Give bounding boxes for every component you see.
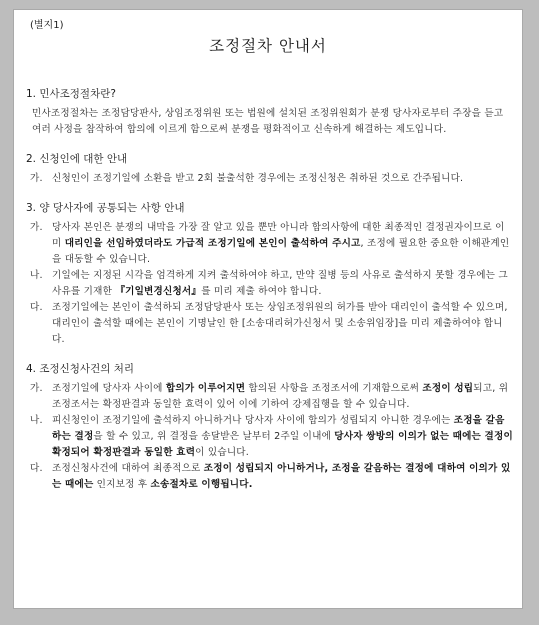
document-title: 조정절차 안내서	[209, 37, 327, 55]
item-marker: 나.	[30, 415, 43, 426]
item-text: 조정기일에는 본인이 출석하되 조정담당판사 또는 상임조정위원의 허가를 받아 대리인이 출석할 수 있으며, 대리인이 출석할 때에는 본인이 기명날인 한 [소송대리허가신청서 및 소송위임장]을 미리 제출하여야 합니다.	[52, 302, 508, 345]
document-body	[26, 86, 514, 506]
emphasis-text: 당사자 쌍방의 이의가 없는 때에는 결정이 확정되어 확정판결과 동일한 효력	[52, 431, 513, 458]
item-marker: 가.	[30, 173, 43, 184]
section-4	[26, 361, 514, 493]
section-heading: 2. 신청인에 대한 안내	[26, 153, 128, 165]
emphasis-text: 『기일변경신청서』	[115, 286, 202, 297]
item-text: 조정신청사건에 대하여 최종적으로 조정이 성립되지 아니하거나, 조정을 갈음하는 결정에 대하여 이의가 있는 때에는 인지보정 후 소송절차로 이행됩니다.	[52, 463, 511, 490]
item-marker: 나.	[30, 270, 43, 281]
section-heading: 1. 민사조정절차란?	[26, 88, 116, 100]
item-text: 피신청인이 조정기일에 출석하지 아니하거나 당사자 사이에 합의가 성립되지 아니한 경우에는 조정을 갈음하는 결정을 할 수 있고, 위 결정을 송달받은 날부터 2주일 이내에 당사자 쌍방의 이의가 없는 때에는 결정이 확정되어 확정판결과 동일한 효력이 있습니다.	[52, 415, 513, 458]
list-item	[26, 461, 514, 493]
emphasis-text: 합의가 이루어지면	[165, 383, 246, 394]
emphasis-text: 대리인을 선임하였더라도 가급적 조정기일에 본인이 출석하여 주시고	[64, 238, 361, 249]
item-text: 신청인이 조정기일에 소환을 받고 2회 불출석한 경우에는 조정신청은 취하된 것으로 간주됩니다.	[52, 173, 464, 184]
section-1	[26, 86, 514, 138]
item-marker: 가.	[30, 383, 43, 394]
list-item	[26, 171, 514, 187]
list-item	[26, 300, 514, 348]
emphasis-text: 조정이 성립	[422, 383, 474, 394]
annex-label: (별지1)	[30, 20, 64, 31]
item-marker: 가.	[30, 222, 43, 233]
list-item	[26, 413, 514, 461]
item-text: 당사자 본인은 분쟁의 내막을 가장 잘 알고 있을 뿐만 아니라 합의사항에 대한 최종적인 결정권자이므로 이미 대리인을 선임하였더라도 가급적 조정기일에 본인이 출석하여 주시고, 조정에 필요한 중요한 이해관계인을 대동할 수 있습니다.	[52, 222, 510, 265]
document-page	[14, 10, 522, 608]
list-item	[26, 381, 514, 413]
item-text: 조정기일에 당사자 사이에 합의가 이루어지면 합의된 사항을 조정조서에 기재함으로써 조정이 성립되고, 위 조정조서는 확정판결과 동일한 효력이 있어 이에 기하여 강제집행을 할 수 있습니다.	[52, 383, 509, 410]
section-2	[26, 151, 514, 187]
item-marker: 다.	[30, 302, 43, 313]
section-heading: 3. 양 당사자에 공통되는 사항 안내	[26, 202, 185, 214]
item-text: 기일에는 지정된 시각을 엄격하게 지켜 출석하여야 하고, 만약 질병 등의 사유로 출석하지 못할 경우에는 그 사유를 기재한 『기일변경신청서』를 미리 제출 하여야 합니다.	[52, 270, 508, 297]
list-item	[26, 268, 514, 300]
emphasis-text: 조정을 갈음하는 결정	[52, 415, 505, 442]
list-item	[26, 220, 514, 268]
emphasis-text: 소송절차로 이행됩니다.	[150, 479, 253, 490]
item-marker: 다.	[30, 463, 43, 474]
section-3	[26, 200, 514, 348]
section-heading: 4. 조정신청사건의 처리	[26, 363, 134, 375]
emphasis-text: 조정이 성립되지 아니하거나, 조정을 갈음하는 결정에 대하여 이의가 있는 때에는	[52, 463, 511, 490]
section-paragraph: 민사조정절차는 조정담당판사, 상임조정위원 또는 법원에 설치된 조정위원회가 분쟁 당사자로부터 주장을 듣고 여러 사정을 참작하여 합의에 이르게 함으로써 분쟁을 평화적이고 신속하게 해결하는 제도입니다.	[32, 108, 504, 135]
